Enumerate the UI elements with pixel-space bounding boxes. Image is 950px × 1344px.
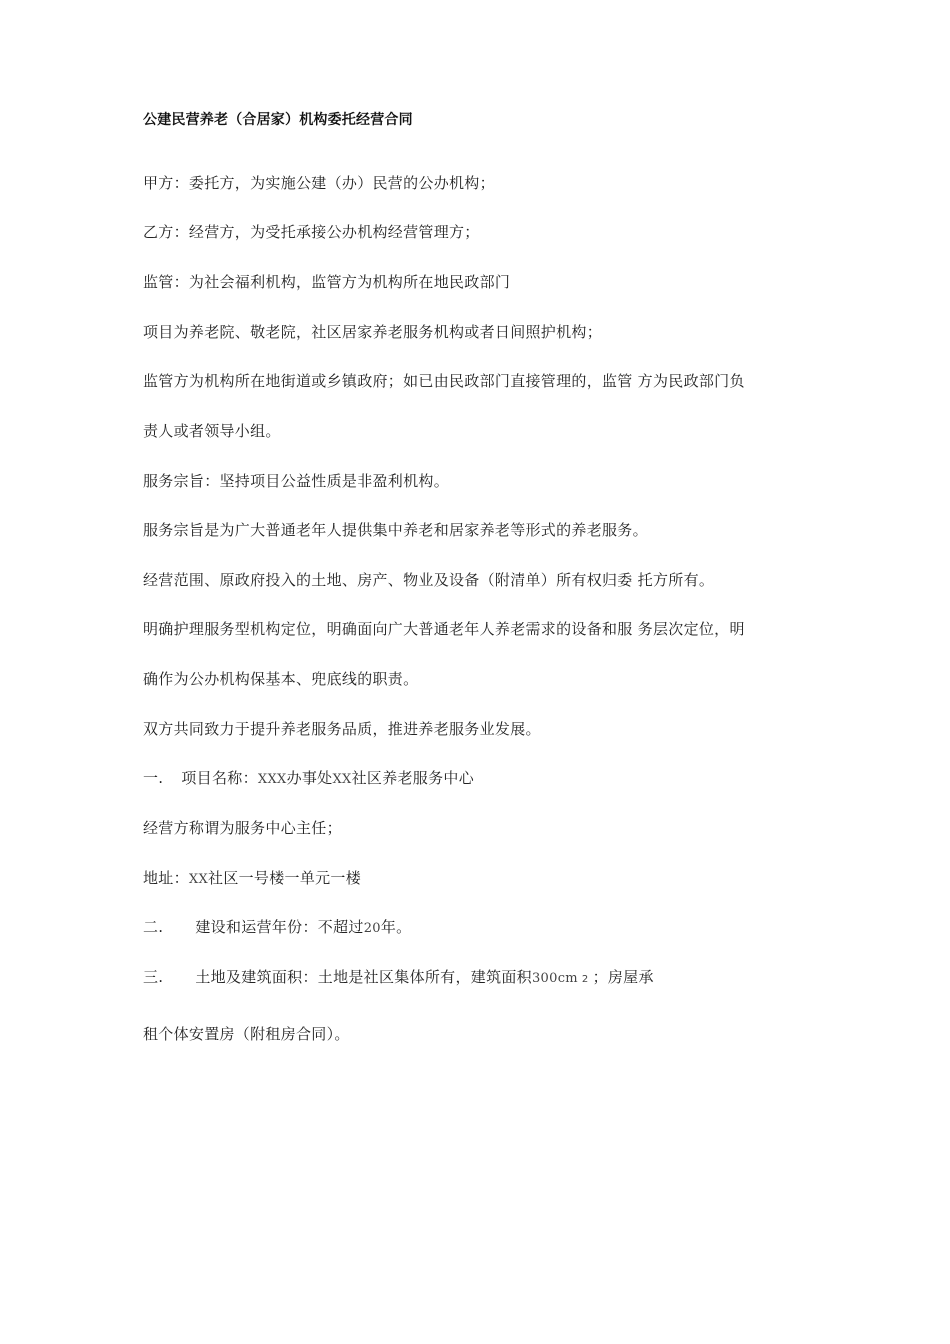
paragraph-service-purpose: 服务宗旨：坚持项目公益性质是非盈利机构。 bbox=[143, 472, 450, 490]
document-title: 公建民营养老（合居家）机构委托经营合同 bbox=[143, 112, 413, 128]
paragraph-service-purpose-detail: 服务宗旨是为广大普通老年人提供集中养老和居家养老等形式的养老服务。 bbox=[143, 521, 648, 539]
paragraph-party-a: 甲方：委托方，为实施公建（办）民营的公办机构； bbox=[143, 174, 495, 192]
paragraph-joint-commitment: 双方共同致力于提升养老服务品质，推进养老服务业发展。 bbox=[143, 720, 541, 738]
section-label: 建设和运营年份：不超过 bbox=[195, 918, 364, 936]
paragraph-manager-title: 经营方称谓为服务中心主任； bbox=[143, 819, 342, 837]
paragraph-supervisor-line2: 责人或者领导小组。 bbox=[143, 422, 281, 440]
section-text: 年。 bbox=[380, 918, 412, 936]
paragraph-project-type: 项目为养老院、敬老院，社区居家养老服务机构或者日间照护机构； bbox=[143, 323, 603, 341]
address-text: 社区一号楼一单元一楼 bbox=[208, 869, 362, 887]
code-text: XX bbox=[332, 772, 352, 787]
area-exponent: 2 bbox=[581, 974, 589, 985]
section-text: ；房屋承 bbox=[592, 968, 654, 986]
section-land-area bbox=[143, 968, 654, 989]
section-project-name bbox=[143, 769, 474, 789]
section-text: 办事处 bbox=[286, 769, 333, 787]
code-text: XXX bbox=[257, 772, 287, 787]
years-value: 20 bbox=[363, 921, 381, 936]
section-number: 二. bbox=[143, 918, 164, 936]
paragraph-supervisor-line1: 监管方为机构所在地街道或乡镇政府；如已由民政部门直接管理的，监管 方为民政部门负 bbox=[143, 372, 745, 390]
paragraph-address bbox=[143, 869, 361, 889]
paragraph-business-scope: 经营范围、原政府投入的土地、房产、物业及设备（附清单）所有权归委 托方所有。 bbox=[143, 571, 715, 589]
section-label: 项目名称： bbox=[181, 769, 258, 787]
address-label: 地址： bbox=[143, 869, 189, 887]
code-text: XX bbox=[188, 872, 209, 887]
section-operation-years bbox=[143, 918, 411, 938]
area-value: 300cm bbox=[531, 971, 578, 986]
paragraph-positioning-line1: 明确护理服务型机构定位，明确面向广大普通老年人养老需求的设备和服 务层次定位，明 bbox=[143, 620, 745, 638]
section-text: 社区养老服务中心 bbox=[351, 769, 474, 787]
paragraph-party-b: 乙方：经营方，为受托承接公办机构经营管理方； bbox=[143, 223, 480, 241]
section-label: 土地及建筑面积：土地是社区集体所有，建筑面积 bbox=[195, 968, 532, 986]
section-number: 一. bbox=[143, 769, 164, 787]
paragraph-supervision: 监管：为社会福利机构，监管方为机构所在地民政部门 bbox=[143, 273, 511, 291]
section-number: 三. bbox=[143, 968, 164, 986]
paragraph-positioning-line2: 确作为公办机构保基本、兜底线的职责。 bbox=[143, 670, 419, 688]
paragraph-housing: 租个体安置房（附租房合同）。 bbox=[143, 1025, 350, 1043]
